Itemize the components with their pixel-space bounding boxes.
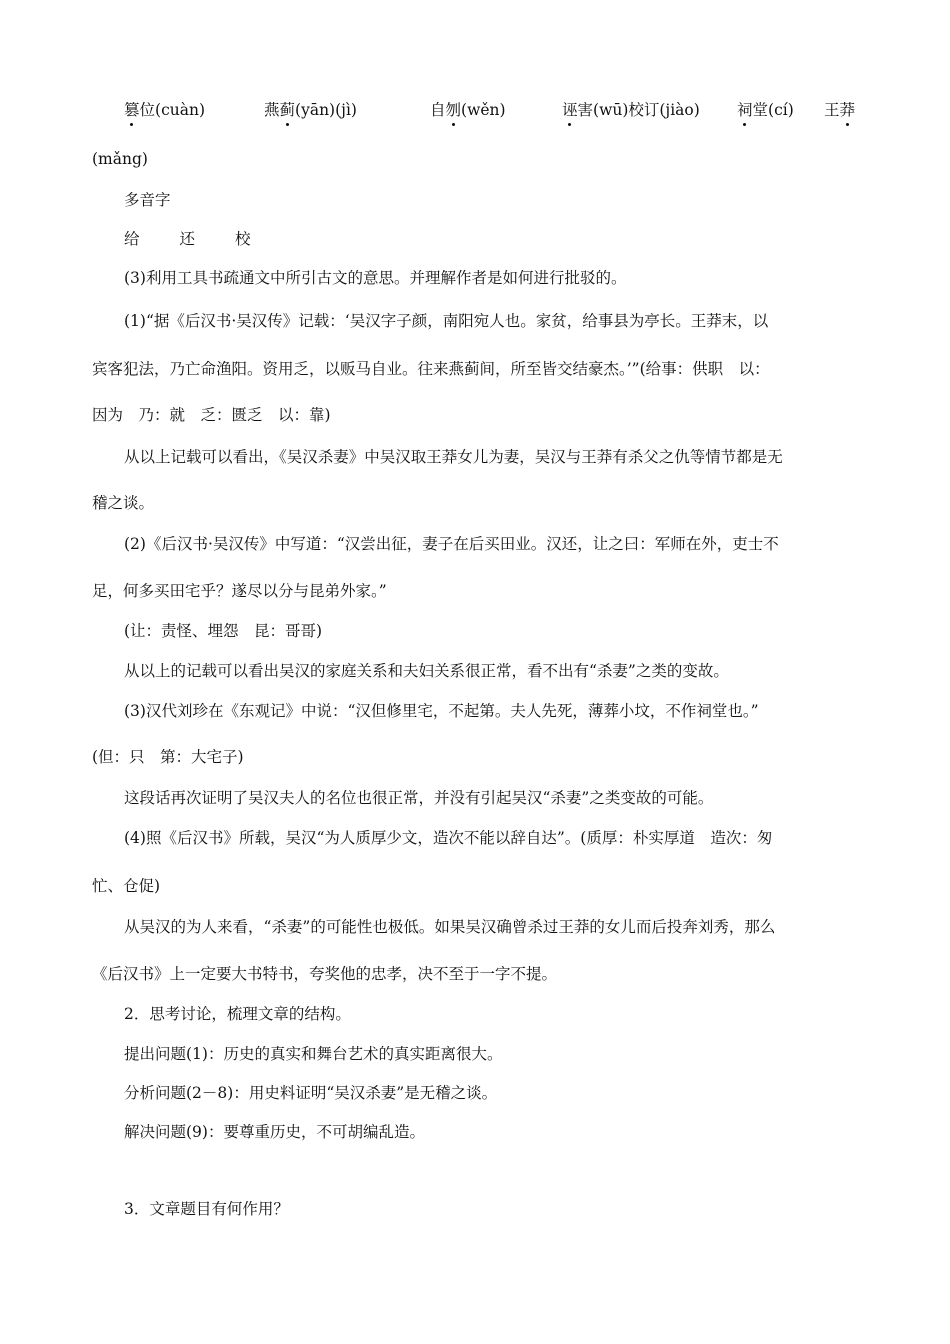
emphasis-char: 蓟	[279, 101, 296, 119]
vocab-item-wen: 自刎(wěn)	[430, 101, 506, 119]
paragraph-line: (1)“据《后汉书·吴汉传》记载：‘吴汉字子颜，南阳宛人也。家贫，给事县为亭长。王莽末，以	[124, 312, 769, 330]
paragraph-line: (让：责怪、埋怨 昆：哥哥)	[124, 622, 323, 640]
paragraph-line: (3)汉代刘珍在《东观记》中说：“汉但修里宅，不起第。夫人先死，薄葬小坟，不作祠堂也。”	[124, 702, 759, 720]
paragraph-line: 从以上的记载可以看出吴汉的家庭关系和夫妇关系很正常，看不出有“杀妻”之类的变故。	[124, 662, 729, 680]
vocab-item-mang: 王莽	[824, 101, 856, 119]
paragraph-line: (2)《后汉书·吴汉传》中写道：“汉尝出征，妻子在后买田业。汉还，让之曰：军师在外，吏士不	[124, 535, 779, 553]
paragraph-line: 因为 乃：就 乏：匮乏 以：靠)	[92, 406, 331, 424]
paragraph-line: (但：只 第：大宅子)	[92, 748, 244, 766]
section-heading: 3．文章题目有何作用？	[124, 1200, 289, 1218]
emphasis-char: 祠	[737, 101, 753, 119]
structure-item: 解决问题(9)：要尊重历史，不可胡编乱造。	[124, 1123, 425, 1141]
paragraph-line: (4)照《后汉书》所载，吴汉“为人质厚少文，造次不能以辞自达”。(质厚：朴实厚道 造次：匆	[124, 829, 773, 847]
emphasis-char: 篡	[124, 101, 140, 119]
paragraph-line: 从以上记载可以看出，《吴汉杀妻》中吴汉取王莽女儿为妻，吴汉与王莽有杀父之仇等情节都是无	[124, 448, 783, 466]
structure-item: 分析问题(2－8)：用史料证明“吴汉杀妻”是无稽之谈。	[124, 1084, 498, 1102]
section-heading: 2．思考讨论，梳理文章的结构。	[124, 1005, 351, 1023]
paragraph-line: 从吴汉的为人来看，“杀妻”的可能性也极低。如果吴汉确曾杀过王莽的女儿而后投奔刘秀，那么	[124, 918, 776, 936]
task-heading: (3)利用工具书疏通文中所引古文的意思。并理解作者是如何进行批驳的。	[124, 269, 627, 287]
paragraph-line: 《后汉书》上一定要大书特书，夸奖他的忠孝，决不至于一字不提。	[92, 965, 558, 983]
emphasis-char: 莽	[839, 101, 856, 119]
vocab-item-yanji: 燕蓟(yān)(jì)	[264, 101, 357, 119]
paragraph-line: 忙、仓促)	[92, 877, 161, 895]
paragraph-line: 稽之谈。	[92, 494, 155, 512]
structure-item: 提出问题(1)：历史的真实和舞台艺术的真实距离很大。	[124, 1045, 503, 1063]
vocab-item-cuan: 篡位(cuàn)	[124, 101, 205, 119]
emphasis-char: 刎	[445, 101, 462, 119]
vocab-item-wuhai: 诬害(wū)校订(jiào)	[562, 101, 700, 119]
paragraph-line: 宾客犯法，乃亡命渔阳。资用乏，以贩马自业。往来燕蓟间，所至皆交结豪杰。’”(给事：供职 以：	[92, 360, 770, 378]
paragraph-line: 足，何多买田宅乎？遂尽以分与昆弟外家。”	[92, 582, 387, 600]
paragraph-line: 这段话再次证明了吴汉夫人的名位也很正常，并没有引起吴汉“杀妻”之类变故的可能。	[124, 789, 714, 807]
emphasis-char: 诬	[562, 101, 578, 119]
vocab-wrap: (mǎng)	[92, 150, 148, 168]
polyphonic-heading: 多音字	[124, 191, 171, 209]
polyphonic-chars: 给 还 校	[124, 230, 251, 248]
vocab-item-citang: 祠堂(cí)	[737, 101, 794, 119]
